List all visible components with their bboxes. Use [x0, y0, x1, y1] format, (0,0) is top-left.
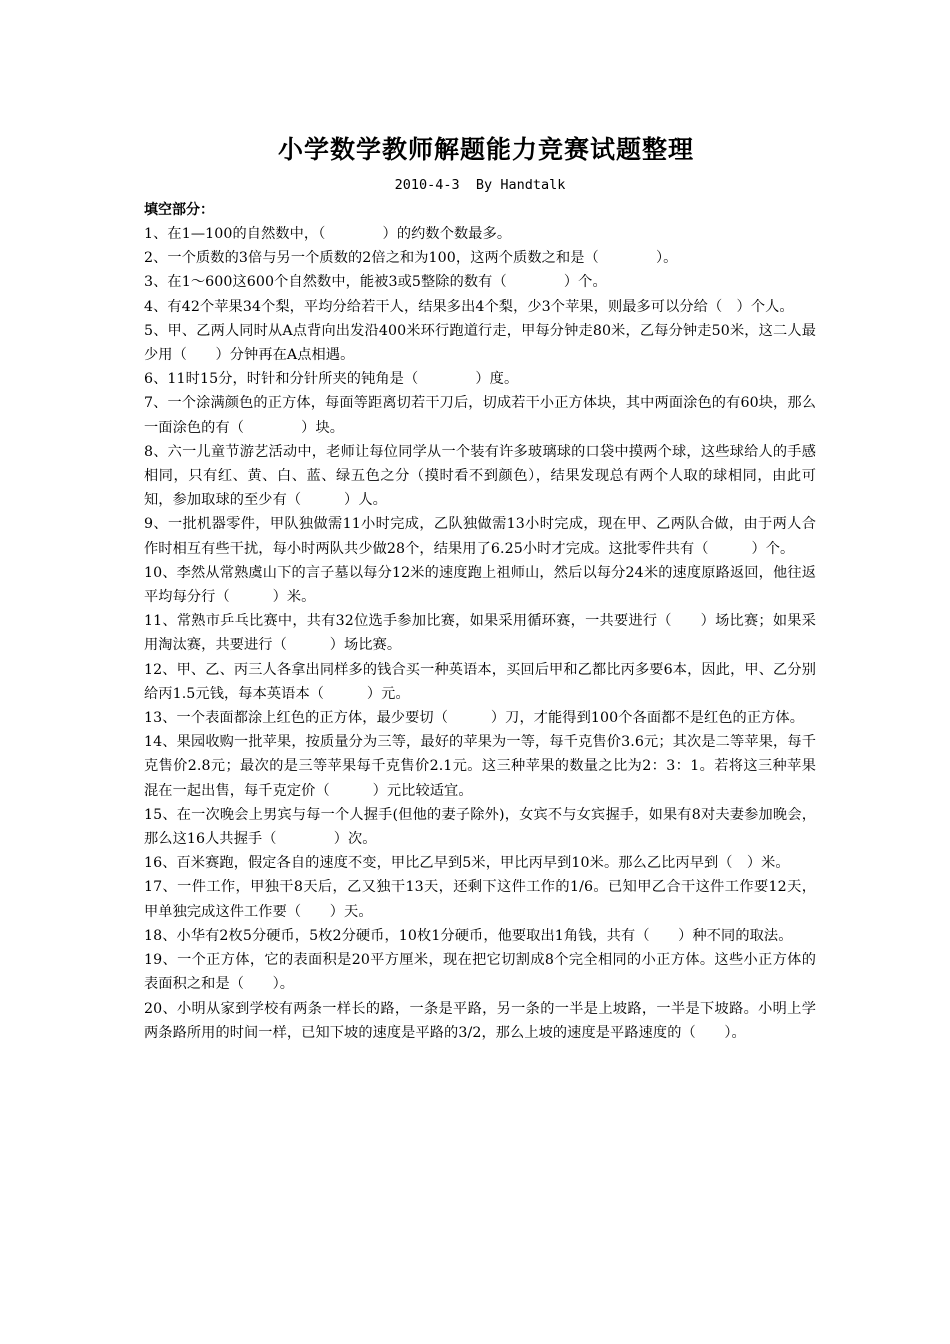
question-3: 3、在1～600这600个自然数中，能被3或5整除的数有（ ）个。 — [144, 274, 607, 291]
question-11: 11、常熟市乒乓比赛中，共有32位选手参加比赛，如果采用循环赛，一共要进行（ ）场比赛；如果采用淘汰赛，共要进行（ ）场比赛。 — [144, 613, 816, 654]
question-4: 4、有42个苹果34个梨，平均分给若干人，结果多出4个梨，少3个苹果，则最多可以分给（ ）个人。 — [144, 298, 794, 315]
question-17: 17、一件工作，甲独干8天后，乙又独干13天，还剩下这件工作的1/6。已知甲乙合干这件工作要12天，甲单独完成这件工作要（ ）天。 — [144, 879, 816, 920]
question-10: 10、李然从常熟虞山下的言子墓以每分12米的速度跑上祖师山，然后以每分24米的速度原路返回，他往返平均每分行（ ）米。 — [144, 564, 816, 606]
question-8: 8、六一儿童节游艺活动中，老师让每位同学从一个装有许多玻璃球的口袋中摸两个球，这些球给人的手感相同，只有红、黄、白、蓝、绿五色之分（摸时看不到颜色），结果发现总有两个人取的球相同，由此可知，参加取球的至少有（ ）人。 — [144, 443, 816, 509]
date-author-line: 2010-4-3 By Handtalk — [394, 177, 566, 193]
question-19: 19、一个正方体，它的表面积是20平方厘米，现在把它切割成8个完全相同的小正方体。这些小正方体的表面积之和是（ ）。 — [144, 952, 816, 993]
document-title: 小学数学教师解题能力竞赛试题整理 — [277, 135, 694, 164]
question-18: 18、小华有2枚5分硬币，5枚2分硬币，10枚1分硬币，他要取出1角钱，共有（ ）种不同的取法。 — [144, 927, 793, 944]
question-5: 5、甲、乙两人同时从A点背向出发沿400米环行跑道行走，甲每分钟走80米，乙每分钟走50米，这二人最少用（ ）分钟再在A点相遇。 — [144, 322, 816, 364]
question-15: 15、在一次晚会上男宾与每一个人握手(但他的妻子除外)，女宾不与女宾握手，如果有8对夫妻参加晚会，那么这16人共握手（ ）次。 — [144, 806, 816, 848]
question-16: 16、百米赛跑，假定各自的速度不变，甲比乙早到5米，甲比丙早到10米。那么乙比丙早到（ ）米。 — [144, 855, 790, 872]
question-20: 20、小明从家到学校有两条一样长的路，一条是平路，另一条的一半是上坡路，一半是下坡路。小明上学两条路所用的时间一样，已知下坡的速度是平路的3/2，那么上坡的速度是平路速度的（ ）。 — [144, 1000, 816, 1041]
question-7: 7、一个涂满颜色的正方体，每面等距离切若干刀后，切成若干小正方体块，其中两面涂色的有60块，那么一面涂色的有（ ）块。 — [144, 395, 816, 436]
question-6: 6、11时15分，时针和分针所夹的钝角是（ ）度。 — [144, 371, 519, 388]
question-1: 1、在1—100的自然数中，（ ）的约数个数最多。 — [144, 226, 512, 242]
question-12: 12、甲、乙、丙三人各拿出同样多的钱合买一种英语本，买回后甲和乙都比丙多要6本，因此，甲、乙分别给丙1.5元钱，每本英语本（ ）元。 — [144, 661, 816, 702]
document-page — [144, 130, 816, 1045]
question-13: 13、一个表面都涂上红色的正方体，最少要切（ ）刀，才能得到100个各面都不是红色的正方体。 — [144, 710, 804, 727]
question-2: 2、一个质数的3倍与另一个质数的2倍之和为100，这两个质数之和是（ ）。 — [144, 250, 678, 267]
section-heading: 填空部分： — [144, 202, 214, 218]
question-9: 9、一批机器零件，甲队独做需11小时完成，乙队独做需13小时完成，现在甲、乙两队合做，由于两人合作时相互有些干扰，每小时两队共少做28个，结果用了6.25小时才完成。这批零件共有（ ）个。 — [144, 516, 816, 557]
question-14: 14、果园收购一批苹果，按质量分为三等，最好的苹果为一等，每千克售价3.6元；其次是二等苹果，每千克售价2.8元；最次的是三等苹果每千克售价2.1元。这三种苹果的数量之比为2：3：1。若将这三种苹果混在一起出售，每千克定价（ ）元比较适宜。 — [144, 734, 816, 799]
